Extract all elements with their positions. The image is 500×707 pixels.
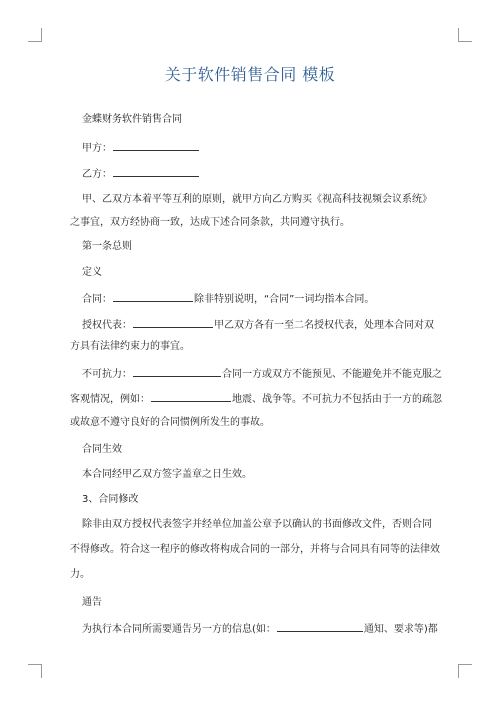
force-majeure-line-1 (82, 366, 442, 382)
contract-blank (113, 291, 193, 302)
party-b-line (82, 166, 200, 182)
crop-mark-bottom-left (28, 664, 42, 678)
contract-prefix: 合同： (82, 294, 112, 305)
party-a-blank (113, 140, 199, 151)
effect-text: 本合同经甲乙双方签字盖章之日生效。 (82, 469, 252, 480)
modification-line-3: 力。 (70, 569, 90, 580)
crop-mark-bottom-right (458, 664, 472, 678)
notice-prefix: 为执行本合同所需要通告另一方的信息(如： (82, 624, 276, 635)
representative-prefix: 授权代表： (82, 320, 132, 331)
force-majeure-line-2 (70, 391, 442, 407)
contract-definition-line (82, 291, 374, 307)
notice-heading: 通告 (82, 597, 102, 608)
notice-line-1 (82, 621, 438, 637)
force-majeure-suffix: 合同一方或双方不能预见、不能避免并不能克服之 (222, 369, 442, 380)
force-majeure-example-blank (151, 391, 231, 402)
definition-heading: 定义 (82, 267, 102, 278)
party-b-blank (113, 166, 199, 177)
notice-suffix: 通知、要求等)都 (363, 624, 438, 635)
party-a-line (82, 140, 200, 156)
modification-line-1: 除非由双方授权代表签字并经单位加盖公章予以确认的书面修改文件，否则合同 (82, 519, 432, 530)
company-line: 金蝶财务软件销售合同 (82, 114, 182, 125)
force-majeure-prefix: 不可抗力： (82, 369, 132, 380)
representative-line-1 (82, 317, 434, 333)
article-1-heading: 第一条总则 (82, 241, 132, 252)
contract-suffix: 除非特别说明，“合同”一词均指本合同。 (194, 294, 375, 305)
force-majeure-example-prefix: 客观情况，例如： (70, 394, 150, 405)
force-majeure-blank (133, 366, 221, 377)
document-title: 关于软件销售合同 模板 (164, 65, 336, 84)
modification-heading: 3、合同修改 (82, 494, 139, 505)
modification-line-2: 不得修改。符合这一程序的修改将构成合同的一部分，并将与合同具有同等的法律效 (70, 544, 440, 555)
representative-blank (133, 317, 213, 328)
representative-line-2: 方具有法律约束力的事宜。 (70, 341, 190, 352)
crop-mark-top-left (28, 28, 42, 42)
force-majeure-example-suffix: 地震、战争等。不可抗力不包括由于一方的疏忽 (232, 394, 442, 405)
representative-suffix: 甲乙双方各有一至二名授权代表，处理本合同对双 (214, 320, 434, 331)
effect-heading: 合同生效 (82, 444, 122, 455)
intro-line-2: 之事宜，双方经协商一致，达成下述合同条款，共同遵守执行。 (70, 217, 350, 228)
force-majeure-line-3: 或故意不遵守良好的合同惯例所发生的事故。 (70, 417, 270, 428)
party-b-label: 乙方： (82, 169, 112, 180)
notice-blank (277, 621, 363, 632)
crop-mark-top-right (458, 28, 472, 42)
intro-line-1: 甲、乙双方本着平等互利的原则，就甲方向乙方购买《视高科技视频会议系统》 (82, 194, 432, 205)
party-a-label: 甲方： (82, 143, 112, 154)
